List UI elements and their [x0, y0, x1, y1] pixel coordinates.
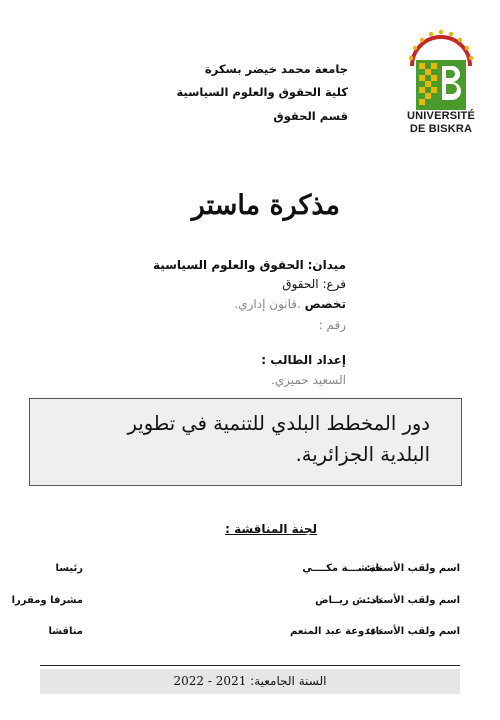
faculty-name: كلية الحقوق والعلوم السياسية: [176, 85, 348, 99]
year-separator: -: [207, 674, 212, 688]
footer-divider: [40, 665, 460, 666]
document-title: مذكرة ماستر: [191, 190, 340, 221]
branch-label: فرع:: [322, 277, 346, 291]
logo-text-de-biskra: DE BISKRA: [409, 123, 473, 135]
jury-title: اسم ولقب الأستاذ:: [366, 563, 460, 574]
branch-value: الحقوق: [282, 277, 319, 291]
jury-name: دعدوعة عبد المنعم: [290, 626, 382, 637]
university-name: جامعة محمد خيضر بسكرة: [204, 62, 348, 76]
field-line: [153, 258, 346, 272]
thesis-title: دور المخطط البلدي للتنمية في تطوير البلدية الجزائرية.: [127, 412, 430, 466]
field-value: الحقوق والعلوم السياسية: [152, 258, 304, 272]
jury-role: رئيسا: [55, 563, 83, 574]
academic-year: [40, 674, 460, 688]
year-end: 2022: [173, 674, 205, 688]
jury-name: دنــش ريــاض: [315, 595, 382, 606]
number-label: رقم :: [318, 318, 346, 332]
committee-heading: لجنة المناقشة :: [225, 522, 317, 536]
jury-name: حمشـــة مكــــي: [302, 563, 382, 574]
field-label: ميدان:: [307, 258, 346, 272]
prepared-by-text: إعداد الطالب :: [261, 353, 346, 367]
year-start: 2021: [215, 674, 247, 688]
logo-text-universite: UNIVERSITÉ: [406, 110, 475, 122]
jury-title: اسم ولقب الأستاذ:: [366, 595, 460, 606]
jury-row: [0, 626, 500, 644]
jury-role: مشرفا ومقررا: [11, 595, 83, 606]
specialization-label: تخصص: [304, 297, 346, 311]
prepared-by-label: [261, 353, 346, 367]
department-name: قسم الحقوق: [273, 109, 348, 123]
jury-row: [0, 595, 500, 613]
student-name: السعيد حميزي.: [270, 373, 346, 387]
jury-title: اسم ولقب الأستاذ:: [366, 626, 460, 637]
specialization-line: [234, 297, 346, 311]
branch-line: [282, 277, 346, 291]
jury-role: مناقشا: [48, 626, 83, 637]
academic-year-label: السنة الجامعية:: [250, 674, 327, 688]
jury-row: [0, 563, 500, 581]
specialization-value: .قانون إداري.: [234, 297, 301, 311]
